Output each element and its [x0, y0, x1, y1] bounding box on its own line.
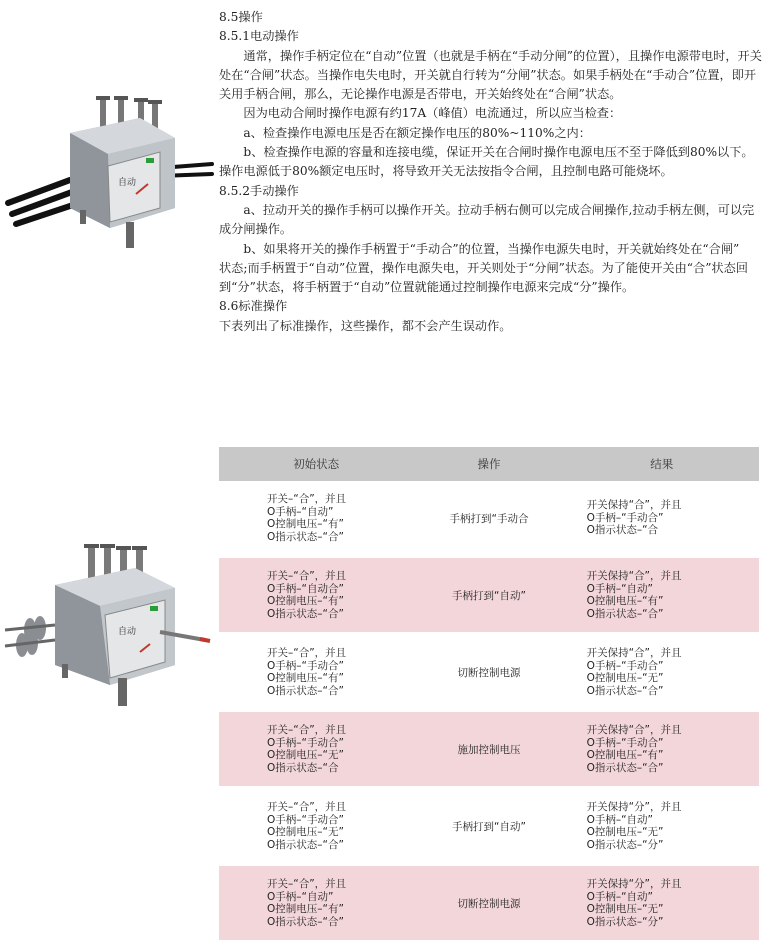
initial-state-line: O手柄–“自动” [267, 505, 334, 518]
result-line: 开关保持“合”，并且 [586, 724, 682, 736]
column-header-result: 结果 [565, 447, 759, 481]
result-line: O手柄–“手动合” [586, 736, 664, 749]
table-header-row [219, 447, 759, 481]
paragraph: 下表列出了标准操作，这些操作，都不会产生误动作。 [219, 318, 512, 333]
result-line: O手柄–“手动合” [586, 659, 664, 672]
paragraph: 操作电源低于80%额定电压时，将导致开关无法按指令合闸，且控制电路可能烧坏。 [219, 164, 673, 179]
initial-state-line: O手柄–“手动合” [267, 659, 344, 672]
result-cell [565, 866, 759, 940]
initial-state-line: O手柄–“自动” [267, 890, 334, 903]
result-cell [565, 481, 759, 555]
initial-state-line: 开关–“合”，并且 [267, 570, 347, 582]
initial-state-line: O控制电压–“有” [267, 595, 344, 607]
result-line: O控制电压–“无” [586, 903, 664, 915]
result-cell [565, 712, 759, 786]
initial-state-cell [219, 635, 413, 709]
switch-photo-top [0, 88, 215, 253]
result-line: O手柄–“自动” [586, 582, 653, 595]
handle-label: 自动 [118, 627, 137, 637]
initial-state-line: O控制电压–“有” [267, 672, 344, 684]
table-row [219, 558, 759, 632]
table-body [219, 481, 759, 940]
table-row [219, 712, 759, 786]
initial-state-line: O指示状态–“合” [267, 838, 344, 851]
list-item: a、拉动开关的操作手柄可以操作开关。拉动手柄右侧可以完成合闸操作,拉动手柄左侧，可以完成分闸操作。 [219, 202, 755, 237]
result-line: O手柄–“自动” [586, 813, 653, 826]
result-line: 开关保持“合”，并且 [586, 499, 682, 512]
list-item: a、检查操作电源电压是否在额定操作电压的80%~110%之内： [243, 125, 591, 140]
action-cell: 手柄打到“自动” [413, 558, 564, 632]
list-item: b、检查操作电源的容量和连接电缆，保证开关在合闸时操作电源电压不至于降低到80%以下。 [243, 145, 754, 160]
result-line: O控制电压–“有” [586, 595, 664, 607]
result-cell [565, 635, 759, 709]
initial-state-line: 开关–“合”，并且 [267, 878, 347, 890]
result-line: O控制电压–“有” [586, 749, 664, 761]
initial-state-cell [219, 481, 413, 555]
action-cell: 切断控制电源 [457, 666, 521, 679]
table-row [219, 481, 759, 555]
handle-label: 自动 [118, 178, 137, 188]
initial-state-cell [219, 712, 413, 786]
result-line: O控制电压–“无” [586, 826, 664, 838]
result-line: O指示状态–“分” [586, 838, 664, 851]
document-body [219, 8, 765, 336]
table-row [219, 789, 759, 863]
initial-state-line: O手柄–“手动合” [267, 736, 344, 749]
initial-state-line: O控制电压–“无” [267, 749, 344, 761]
initial-state-line: 开关–“合”，并且 [267, 801, 347, 813]
table-row [219, 866, 759, 940]
result-line: O手柄–“自动” [586, 890, 653, 903]
result-cell [565, 789, 759, 863]
initial-state-cell [219, 866, 413, 940]
initial-state-line: 开关–“合”，并且 [267, 647, 347, 659]
paragraph: 因为电动合闸时操作电源有约17A（峰值）电流通过，所以应当检查： [243, 106, 622, 121]
initial-state-line: O手柄–“自动合” [267, 582, 344, 595]
initial-state-line: 开关–“合”，并且 [267, 493, 347, 505]
result-cell [565, 558, 759, 632]
initial-state-line: 开关–“合”，并且 [267, 724, 347, 736]
result-line: 开关保持“合”，并且 [586, 647, 682, 659]
section-heading: 8.5操作 [219, 10, 263, 24]
action-cell: 施加控制电压 [413, 712, 564, 786]
table-row [219, 635, 759, 709]
subsection-heading: 8.5.1电动操作 [219, 29, 299, 44]
action-cell: 手柄打到“手动合 [449, 512, 529, 525]
initial-state-line: O控制电压–“有” [267, 903, 344, 915]
status-indicator-green [146, 158, 154, 163]
standard-operations-table [219, 447, 759, 940]
result-line: O指示状态–“合” [586, 607, 664, 620]
initial-state-line: O手柄–“手动合” [267, 813, 344, 826]
initial-state-line: O控制电压–“无” [267, 826, 344, 838]
result-line: O指示状态–“合 [586, 524, 659, 537]
paragraph: 状态;而手柄置于“自动”位置，操作电源失电，开关则处于“分闸”状态。为了能使开关由“合”状态回到“分”状态，将手柄置于“自动”位置就能通过控制操作电源来完成“分”操作。 [219, 260, 748, 295]
paragraph: 通常，操作手柄定位在“自动”位置（也就是手柄在“手动分闸”的位置），且操作电源带电时，开关处在“合闸”状态。当操作电失电时，开关就自行转为“分闸”状态。如果手柄处在“手动合”位置，即开关用手柄合闸，那么，无论操作电源是否带电，开关始终处在“合闸”状态。 [219, 48, 762, 102]
column-header-action: 操作 [413, 447, 564, 481]
result-line: 开关保持“合”，并且 [586, 570, 682, 582]
column-header-initial: 初始状态 [219, 447, 413, 481]
cable-bundle [8, 180, 76, 224]
result-line: O手柄–“手动合” [586, 511, 664, 524]
status-indicator-green [150, 606, 158, 611]
action-cell: 切断控制电源 [413, 866, 564, 940]
section-heading: 8.6标准操作 [219, 299, 288, 314]
initial-state-line: O控制电压–“有” [267, 518, 344, 530]
initial-state-line: O指示状态–“合” [267, 684, 344, 697]
result-line: O指示状态–“分” [586, 915, 664, 928]
switch-photo-bottom [0, 540, 215, 710]
initial-state-cell [219, 558, 413, 632]
result-line: O指示状态–“合” [586, 684, 664, 697]
initial-state-line: O指示状态–“合” [267, 915, 344, 928]
subsection-heading: 8.5.2手动操作 [219, 183, 299, 198]
initial-state-cell [219, 789, 413, 863]
result-line: 开关保持“分”，并且 [586, 878, 682, 890]
initial-state-line: O指示状态–“合” [267, 530, 344, 543]
list-item: b、如果将开关的操作手柄置于“手动合”的位置，当操作电源失电时，开关就始终处在“合闸” [243, 241, 740, 256]
result-line: 开关保持“分”，并且 [586, 801, 682, 813]
initial-state-line: O指示状态–“合 [267, 761, 339, 774]
result-line: O控制电压–“无” [586, 672, 664, 684]
initial-state-line: O指示状态–“合” [267, 607, 344, 620]
action-cell: 手柄打到“自动” [452, 820, 526, 833]
result-line: O指示状态–“合” [586, 761, 664, 774]
